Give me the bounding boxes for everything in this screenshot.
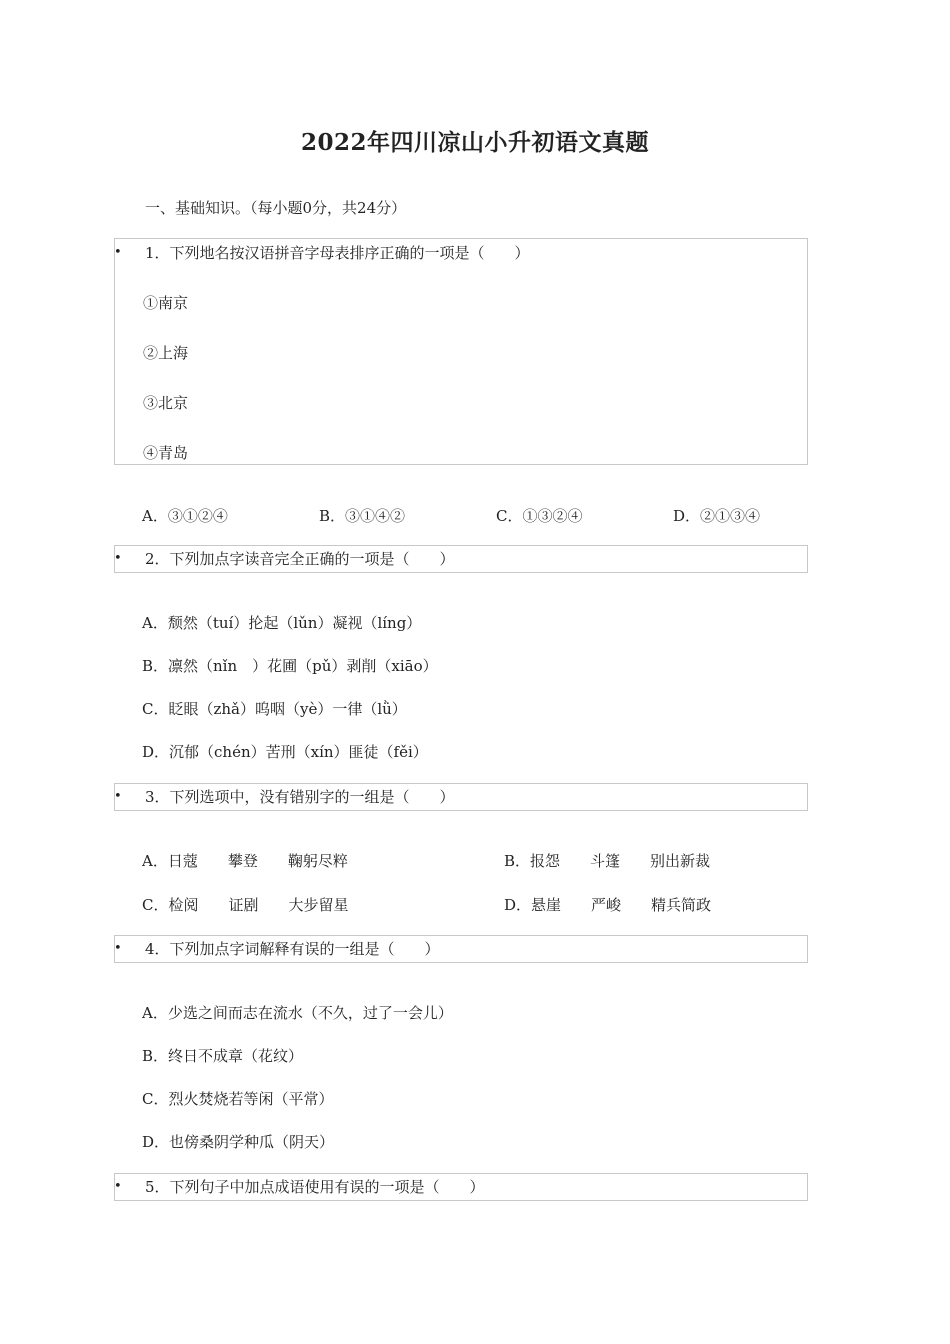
question-2-stem: 2．下列加点字读音完全正确的一项是（ ） (145, 550, 455, 568)
question-1-option-d: D．②①③④ (673, 507, 761, 525)
question-1-item: ①南京 (143, 294, 189, 312)
question-2-option-a: A．颓然（tuí）抡起（lǔn）凝视（líng） (142, 614, 422, 632)
question-1-option-b: B．③①④② (319, 507, 406, 525)
question-4-option-a: A．少选之间而志在流水（不久，过了一会儿） (142, 1004, 453, 1022)
question-2-option-b: B．凛然（nǐn ）花圃（pǔ）剥削（xiāo） (142, 657, 438, 675)
question-4-stem: 4．下列加点字词解释有误的一组是（ ） (145, 940, 440, 958)
question-4-option-c: C．烈火焚烧若等闲（平常） (142, 1090, 334, 1108)
question-3-option-b: B．报怨 斗篷 别出新裁 (504, 852, 711, 870)
question-1-item: ②上海 (143, 344, 189, 362)
bullet-icon: • (114, 551, 122, 566)
bullet-icon: • (114, 1179, 122, 1194)
bullet-icon: • (114, 941, 122, 956)
question-4-option-b: B．终日不成章（花纹） (142, 1047, 304, 1065)
question-1-item: ④青岛 (143, 444, 189, 462)
question-2-option-c: C．眨眼（zhǎ）呜咽（yè）一律（lǜ） (142, 700, 407, 718)
question-1-box (114, 238, 808, 465)
bullet-icon: • (114, 789, 122, 804)
bullet-icon: • (114, 245, 122, 260)
question-1-item: ③北京 (143, 394, 189, 412)
page-title: 2022年四川凉山小升初语文真题 (300, 129, 649, 156)
question-3-stem: 3．下列选项中，没有错别字的一组是（ ） (145, 788, 455, 806)
question-1-option-a: A．③①②④ (142, 507, 228, 525)
question-5-stem: 5．下列句子中加点成语使用有误的一项是（ ） (145, 1178, 485, 1196)
question-4-option-d: D．也傍桑阴学种瓜（阴天） (142, 1133, 335, 1151)
question-2-option-d: D．沉郁（chén）苦刑（xín）匪徒（fěi） (142, 743, 428, 761)
question-3-option-c: C．检阅 证剧 大步留星 (142, 896, 349, 914)
question-1-option-c: C．①③②④ (496, 507, 583, 525)
question-1-stem: 1．下列地名按汉语拼音字母表排序正确的一项是（ ） (145, 244, 530, 262)
section-heading: 一、基础知识。（每小题0分，共24分） (145, 199, 407, 217)
question-3-option-d: D．悬崖 严峻 精兵简政 (504, 896, 712, 914)
question-3-option-a: A．日蔻 攀登 鞠躬尽粹 (142, 852, 348, 870)
